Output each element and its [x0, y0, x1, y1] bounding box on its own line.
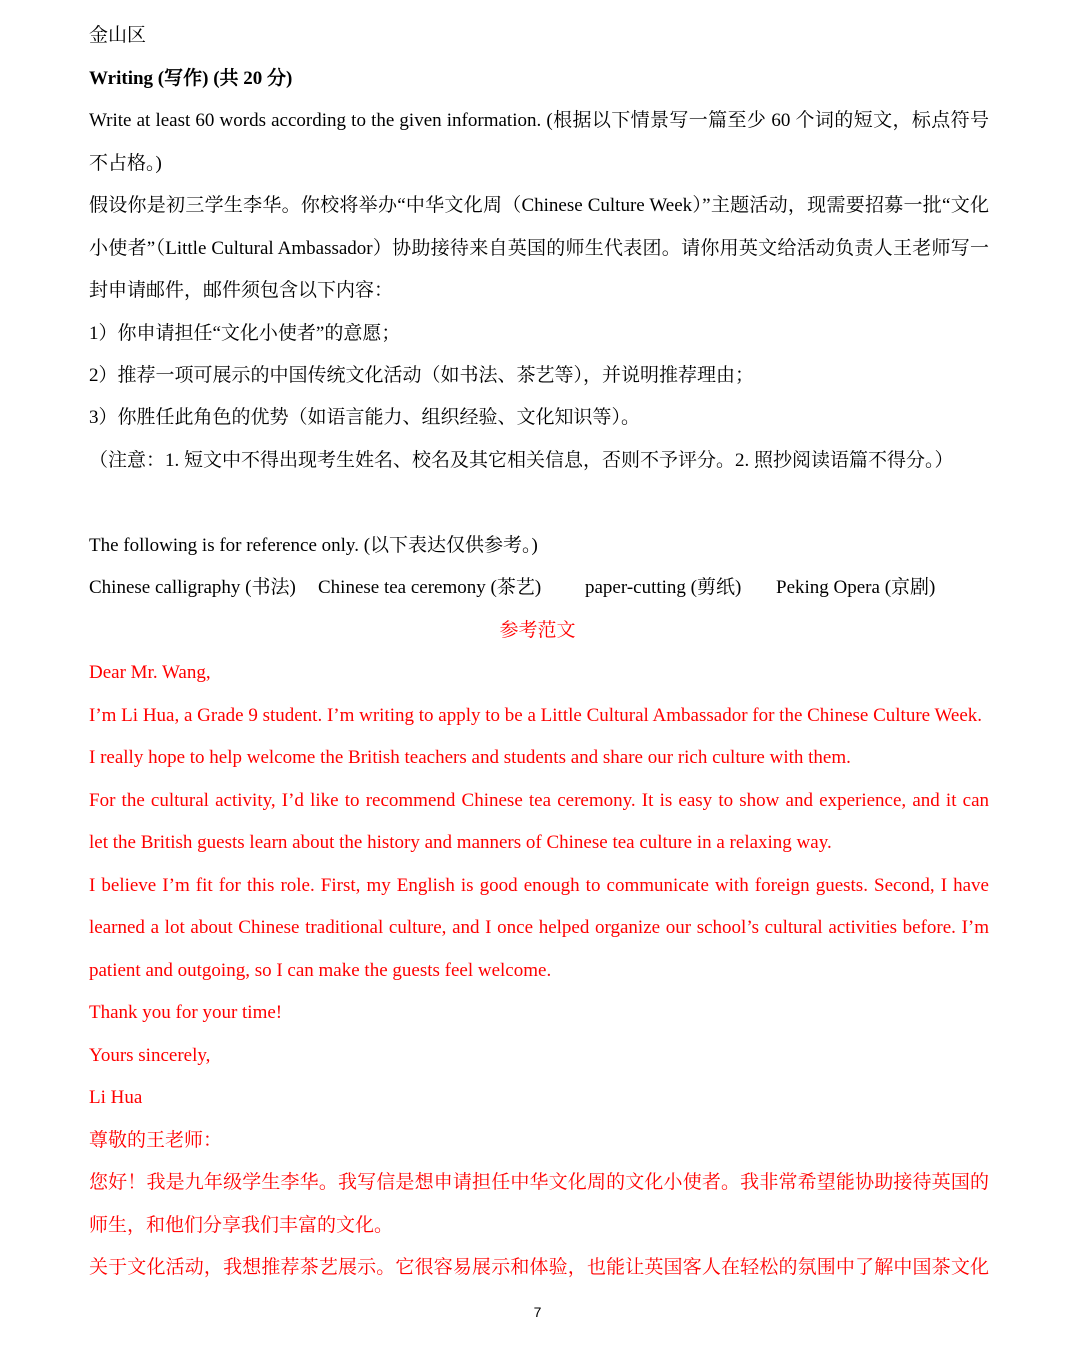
vocab-item-calligraphy: Chinese calligraphy (书法) [89, 577, 296, 598]
instructions-line-1: Write at least 60 words according to the given information. (根据以下情景写一篇至少 60 个词的短文，标点符号 [89, 110, 989, 131]
page-number: 7 [533, 1304, 542, 1320]
scenario-line-2: 小使者”（Little Cultural Ambassador）协助接待来自英国的师生代表团。请你用英文给活动负责人王老师写一 [89, 238, 989, 259]
scenario-line-1: 假设你是初三学生李华。你校将举办“中华文化周（Chinese Culture Week）”主题活动，现需要招募一批“文化 [89, 195, 989, 216]
reference-intro: The following is for reference only. (以下表达仅供参考。) [89, 535, 538, 556]
vocab-item-peking-opera: Peking Opera (京剧) [776, 577, 936, 598]
essay-thanks: Thank you for your time! [89, 1002, 283, 1023]
vocab-item-paper-cutting: paper-cutting (剪纸) [585, 577, 742, 598]
scenario-line-3: 封申请邮件，邮件须包含以下内容： [89, 280, 394, 301]
sample-heading: 参考范文 [499, 620, 576, 641]
essay-p1-line-1: I’m Li Hua, a Grade 9 student. I’m writing to apply to be a Little Cultural Ambassador for the Chinese Culture Week. [89, 705, 983, 726]
essay-greeting: Dear Mr. Wang, [89, 662, 211, 683]
essay-p3-line-3: patient and outgoing, so I can make the guests feel welcome. [89, 960, 552, 981]
requirement-2: 2）推荐一项可展示的中国传统文化活动（如书法、茶艺等），并说明推荐理由； [89, 365, 755, 386]
essay-p3-line-2: learned a lot about Chinese traditional culture, and I once helped organize our school’s cultural activities before. I’m [89, 917, 989, 938]
essay-p2-line-1: For the cultural activity, I’d like to recommend Chinese tea ceremony. It is easy to show and experience, and it can [89, 790, 989, 811]
translation-p2-line-1: 关于文化活动，我想推荐茶艺展示。它很容易展示和体验，也能让英国客人在轻松的氛围中了解中国茶文化 [89, 1257, 989, 1278]
district-label: 金山区 [89, 25, 147, 46]
vocab-item-tea-ceremony: Chinese tea ceremony (茶艺) [318, 577, 542, 598]
essay-p1-line-2: I really hope to help welcome the British teachers and students and share our rich culture with them. [89, 747, 851, 768]
essay-p3-line-1: I believe I’m fit for this role. First, my English is good enough to communicate with foreign guests. Second, I have [89, 875, 989, 896]
translation-p1-line-2: 师生，和他们分享我们丰富的文化。 [89, 1215, 394, 1236]
essay-closing: Yours sincerely, [89, 1045, 211, 1066]
essay-signature: Li Hua [89, 1087, 143, 1108]
essay-p2-line-2: let the British guests learn about the history and manners of Chinese tea culture in a relaxing way. [89, 832, 832, 853]
section-title: Writing (写作) (共 20 分) [89, 68, 293, 89]
translation-p1-line-1: 您好！我是九年级学生李华。我写信是想申请担任中华文化周的文化小使者。我非常希望能协助接待英国的 [89, 1172, 989, 1193]
translation-greeting: 尊敬的王老师： [89, 1130, 223, 1151]
instructions-line-2: 不占格。) [89, 153, 162, 174]
note: （注意：1. 短文中不得出现考生姓名、校名及其它相关信息，否则不予评分。2. 照抄阅读语篇不得分。） [89, 450, 954, 471]
requirement-1: 1）你申请担任“文化小使者”的意愿； [89, 323, 401, 344]
requirement-3: 3）你胜任此角色的优势（如语言能力、组织经验、文化知识等）。 [89, 407, 641, 428]
